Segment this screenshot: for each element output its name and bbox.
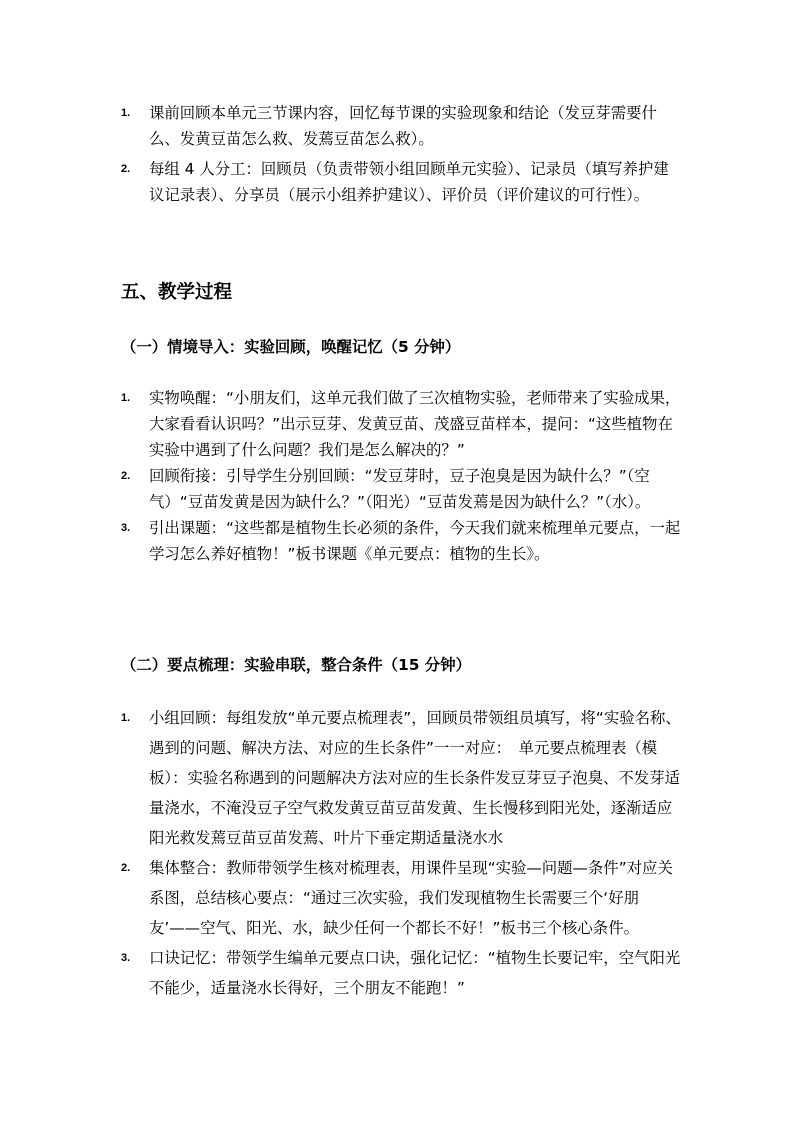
list-item xyxy=(0,515,794,567)
intro-list xyxy=(0,385,794,567)
list-text: 引出课题：“这些都是植物生长必须的条件，今天我们就来梳理单元要点，一起学习怎么养好植物！”板书课题《单元要点：植物的生长》。 xyxy=(149,519,681,563)
list-item xyxy=(0,943,794,1003)
list-number: 1. xyxy=(121,712,131,724)
list-text: 每组 4 人分工：回顾员（负责带领小组回顾单元实验）、记录员（填写养护建议记录表）、分享员（展示小组养护建议）、评价员（评价建议的可行性）。 xyxy=(149,160,669,204)
list-number: 1. xyxy=(121,392,131,404)
list-number: 2. xyxy=(121,163,131,175)
list-text: 集体整合：教师带领学生核对梳理表，用课件呈现“实验—问题—条件”对应关系图，总结核心要点：“通过三次实验，我们发现植物生长需要三个‘好朋友’——空气、阳光、水，缺少任何一个都长不好！”板书三个核心条件。 xyxy=(149,859,673,937)
list-number: 3. xyxy=(121,952,131,964)
list-item xyxy=(0,100,794,152)
list-text: 小组回顾：每组发放“单元要点梳理表”，回顾员带领组员填写，将“实验名称、遇到的问题、解决方法、对应的生长条件”一一对应： 单元要点梳理表（模板）：实验名称遇到的问题解决方法对应的生长条件发豆芽豆子泡臭、不发芽适量浇水，不淹没豆子空气救发黄豆苗豆苗发黄、生长慢移到阳光处，逐渐适应阳光救发蔫豆苗豆苗发蔫、叶片下垂定期适量浇水水 xyxy=(149,709,681,847)
list-item xyxy=(0,156,794,208)
review-list xyxy=(0,703,794,1003)
list-item xyxy=(0,463,794,515)
section-title: 五、教学过程 xyxy=(121,282,233,303)
list-number: 2. xyxy=(121,862,131,874)
list-text: 实物唤醒：“小朋友们，这单元我们做了三次植物实验，老师带来了实验成果，大家看看认识吗？”出示豆芽、发黄豆苗、茂盛豆苗样本，提问：“这些植物在实验中遇到了什么问题？我们是怎么解决的？” xyxy=(149,389,681,459)
prep-list xyxy=(0,100,794,208)
list-text: 课前回顾本单元三节课内容，回忆每节课的实验现象和结论（发豆芽需要什么、发黄豆苗怎么救、发蔫豆苗怎么救）。 xyxy=(149,104,657,148)
subsection-title: （二）要点梳理：实验串联，整合条件（15 分钟） xyxy=(121,656,471,674)
list-number: 2. xyxy=(121,470,131,482)
list-item xyxy=(0,853,794,943)
list-item xyxy=(0,703,794,853)
list-text: 回顾衔接：引导学生分别回顾：“发豆芽时，豆子泡臭是因为缺什么？”（空气）“豆苗发黄是因为缺什么？”（阳光）“豆苗发蔫是因为缺什么？”（水）。 xyxy=(149,467,651,511)
list-number: 3. xyxy=(121,522,131,534)
subsection-title: （一）情境导入：实验回顾，唤醒记忆（5 分钟） xyxy=(121,338,461,356)
list-text: 口诀记忆：带领学生编单元要点口诀，强化记忆：“植物生长要记牢，空气阳光不能少，适量浇水长得好，三个朋友不能跑！” xyxy=(149,949,681,997)
list-item xyxy=(0,385,794,463)
list-number: 1. xyxy=(121,107,131,119)
